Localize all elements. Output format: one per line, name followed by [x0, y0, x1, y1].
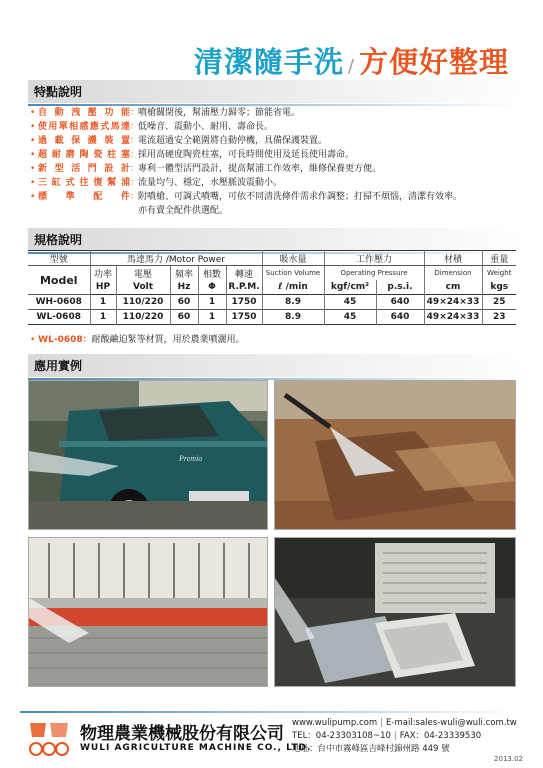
header-voltage: 電壓 [116, 266, 170, 281]
header-phase: 相數 [198, 266, 226, 281]
list-item: • 使用單相感應式馬達 ： 低噪音、震動小、耐用、壽命長。 [30, 120, 520, 134]
cell-phase: 1 [198, 295, 226, 310]
unit-suction: ℓ /min [262, 280, 324, 295]
cell-psi: 640 [376, 295, 424, 310]
feature-extra-text: 亦有賣全配件供選配。 [138, 206, 229, 216]
header-speed: 轉速 [226, 266, 262, 281]
feature-label: 新型活門設計 [38, 164, 130, 174]
address: 地址：台中市霧峰區吉峰村錦州路 449 號 [292, 744, 450, 754]
page-headline [194, 40, 509, 81]
photo-wall-washing [28, 537, 268, 687]
header-pressure-en: Operating Pressure [324, 266, 424, 281]
table-row [28, 310, 516, 325]
cell-model: WL-0608 [28, 310, 90, 325]
note-label: WL-0608： [38, 335, 92, 345]
website: www.wulipump.com [292, 718, 378, 728]
unit-kgs: kgs [490, 282, 509, 292]
list-item: • 三缸式往復幫浦 ： 流量均勻、穩定，水壓脈波震動小。 [30, 176, 520, 190]
cell-kgf: 45 [324, 295, 376, 310]
table-row [28, 295, 516, 310]
cell-hp: 1 [90, 310, 116, 325]
headline-part1: 清潔隨手洗 [193, 45, 344, 79]
header-model-en: Model [28, 266, 90, 295]
spec-table [28, 250, 516, 325]
cell-dimension: 49×24×33 [424, 295, 482, 310]
cell-volt: 110/220 [116, 310, 170, 325]
feature-text: 低噪音、震動小、耐用、壽命長。 [138, 122, 274, 132]
unit-cm: cm [424, 280, 482, 295]
photo-van-washing [28, 380, 268, 530]
headline-part2: 方便好整理 [358, 45, 509, 79]
unit-rpm: R.P.M. [226, 280, 262, 295]
features-heading: 特點說明 [28, 80, 522, 103]
cell-dimension: 49×24×33 [424, 310, 482, 325]
cell-suction: 8.9 [262, 295, 324, 310]
company-name-cn: 物理農業機械股份有限公司 [80, 724, 284, 744]
header-frequency: 頻率 [170, 266, 198, 281]
list-item: • 新型活門設計 ： 專利一體型活門設計，提高幫浦工作效率，維修保養更方便。 [30, 162, 520, 176]
headline-separator: / [347, 56, 355, 77]
cell-hp: 1 [90, 295, 116, 310]
cell-weight: 25 [492, 297, 506, 307]
email: E-mail:sales-wuli@wuli.com.tw [386, 718, 517, 728]
contact-info: www.wulipump.com | E-mail:sales-wuli@wuli.com.tw TEL：04-23303108~10 | FAX：04-23339530 地址：台中市霧峰區吉峰村錦州路 449 號 [292, 718, 517, 754]
photo-floor-washing [274, 380, 516, 530]
feature-label: 標準配件 [38, 192, 130, 202]
list-item: • 過載保護裝置 ： 電流超過安全範圍將自動停機，具備保護裝置。 [30, 134, 520, 148]
features-list [30, 106, 520, 218]
feature-label: 過載保護裝置 [38, 136, 130, 146]
company-name-en: WULI AGRICULTURE MACHINE CO., LTD. [80, 743, 312, 753]
cell-kgf: 45 [324, 310, 376, 325]
feature-text: 噴槍關閉後，幫浦壓力歸零；節能省電。 [138, 108, 301, 118]
unit-kgf: kgf/cm² [324, 280, 376, 295]
feature-text: 流量均勻、穩定，水壓脈波震動小。 [138, 178, 283, 188]
unit-volt: Volt [116, 280, 170, 295]
photo-ac-washing [274, 537, 516, 687]
cell-rpm: 1750 [226, 310, 262, 325]
company-logo [26, 719, 72, 763]
header-dimension-en: Dimension [424, 266, 482, 281]
cell-hz: 60 [170, 295, 198, 310]
header-power: 功率 [90, 266, 116, 281]
footer-rule [20, 711, 520, 713]
footer [0, 705, 543, 768]
telephone: TEL：04-23303108~10 [292, 731, 391, 741]
applications-heading: 應用實例 [28, 354, 522, 377]
unit-hp: HP [90, 280, 116, 295]
spec-heading: 規格說明 [28, 228, 522, 251]
cell-weight: 23 [492, 312, 506, 322]
header-model: 型號 [28, 251, 90, 266]
feature-text: 專利一體型活門設計，提高幫浦工作效率，維修保養更方便。 [138, 164, 382, 174]
header-motor: 馬達馬力 /Motor Power [90, 251, 262, 266]
header-suction-en: Suction Volume [262, 266, 324, 281]
print-date: 2013.02 [494, 755, 523, 763]
feature-text: 採用高硬度陶瓷柱塞，可長時間使用及延長使用壽命。 [138, 150, 355, 160]
list-item: • 自動洩壓功能 ： 噴槍關閉後，幫浦壓力歸零；節能省電。 [30, 106, 520, 120]
header-pressure: 工作壓力 [324, 251, 424, 266]
van-badge: Premio [179, 454, 203, 463]
cell-volt: 110/220 [116, 295, 170, 310]
feature-text: 附噴槍、可調式噴嘴，可依不同清洗條件需求作調整；打掃不煩惱，清潔有效率。 [138, 192, 463, 202]
list-item: • 標準配件 ： 附噴槍、可調式噴嘴，可依不同清洗條件需求作調整；打掃不煩惱，清潔有效率。 [30, 190, 520, 204]
note-text: 耐酸鹼迫緊等材質，用於農業噴灑用。 [91, 335, 245, 345]
unit-hz: Hz [170, 280, 198, 295]
feature-label: 使用單相感應式馬達 [38, 122, 130, 132]
cell-psi: 640 [376, 310, 424, 325]
header-dimension: 材積 [424, 251, 482, 266]
cell-hz: 60 [170, 310, 198, 325]
feature-label: 超耐磨陶瓷柱塞 [38, 150, 130, 160]
fax: FAX：04-23339530 [399, 731, 482, 741]
feature-text: 電流超過安全範圍將自動停機，具備保護裝置。 [138, 136, 328, 146]
cell-rpm: 1750 [226, 295, 262, 310]
cell-suction: 8.9 [262, 310, 324, 325]
feature-label: 三缸式往復幫浦 [38, 178, 130, 188]
header-weight-en: Weight [487, 269, 512, 277]
list-item: • 超耐磨陶瓷柱塞 ： 採用高硬度陶瓷柱塞，可長時間使用及延長使用壽命。 [30, 148, 520, 162]
model-note: • WL-0608：耐酸鹼迫緊等材質，用於農業噴灑用。 [30, 335, 245, 345]
feature-label: 自動洩壓功能 [38, 108, 130, 118]
cell-model: WH-0608 [28, 295, 90, 310]
unit-psi: p.s.i. [376, 280, 424, 295]
unit-phase: Φ [198, 280, 226, 295]
header-weight: 重量 [482, 251, 516, 266]
cell-phase: 1 [198, 310, 226, 325]
header-suction: 吸水量 [262, 251, 324, 266]
